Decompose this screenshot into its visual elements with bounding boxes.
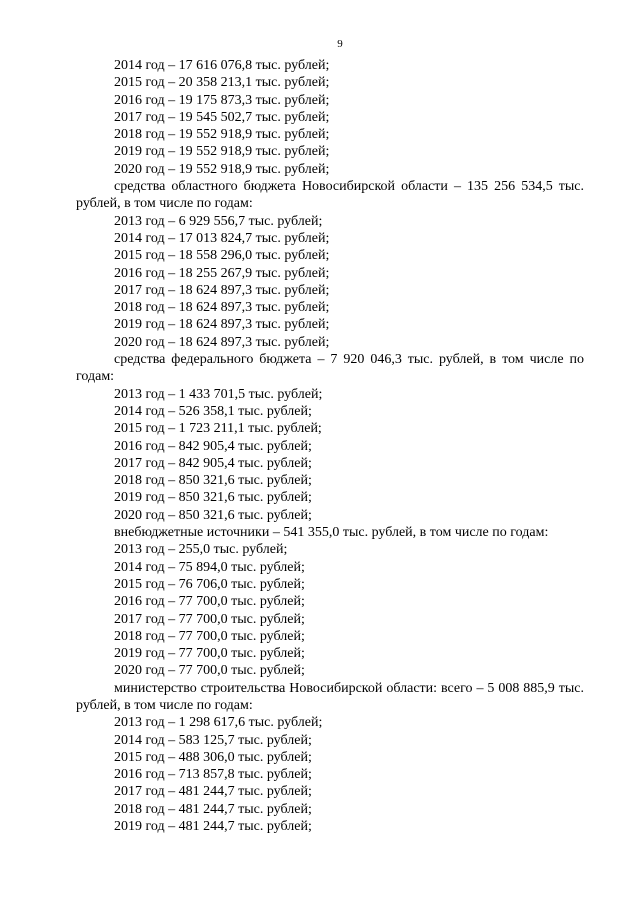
text-line: 2013 год – 1 433 701,5 тыс. рублей; [114, 386, 323, 402]
text-line: 2016 год – 77 700,0 тыс. рублей; [114, 594, 305, 610]
text-line: 2018 год – 18 624 897,3 тыс. рублей; [114, 300, 330, 316]
text-line: 2020 год – 18 624 897,3 тыс. рублей; [114, 334, 330, 350]
text-line: 2016 год – 842 905,4 тыс. рублей; [114, 438, 312, 454]
text-line: 2015 год – 1 723 211,1 тыс. рублей; [114, 421, 322, 437]
text-line: 2019 год – 481 244,7 тыс. рублей; [114, 819, 312, 835]
text-line: 2015 год – 20 358 213,1 тыс. рублей; [114, 75, 330, 91]
paragraph: средства областного бюджета Новосибирской области – 135 256 534,5 тыс. рублей, в том числе по годам: [76, 179, 584, 212]
text-line: 2018 год – 19 552 918,9 тыс. рублей; [114, 127, 330, 143]
text-line: 2018 год – 481 244,7 тыс. рублей; [114, 801, 312, 817]
text-line: 2020 год – 77 700,0 тыс. рублей; [114, 663, 305, 679]
text-line: 2013 год – 255,0 тыс. рублей; [114, 542, 288, 558]
text-line: 2013 год – 6 929 556,7 тыс. рублей; [114, 213, 323, 229]
text-line: 2019 год – 850 321,6 тыс. рублей; [114, 490, 312, 506]
text-line: 2014 год – 17 616 076,8 тыс. рублей; [114, 58, 330, 73]
text-line: 2016 год – 19 175 873,3 тыс. рублей; [114, 92, 330, 108]
text-line: 2015 год – 488 306,0 тыс. рублей; [114, 749, 312, 765]
text-line: 2017 год – 842 905,4 тыс. рублей; [114, 455, 312, 471]
text-line: 2013 год – 1 298 617,6 тыс. рублей; [114, 715, 323, 731]
document-body [76, 57, 584, 835]
text-line: 2017 год – 77 700,0 тыс. рублей; [114, 611, 305, 627]
text-line: 2020 год – 19 552 918,9 тыс. рублей; [114, 161, 330, 177]
text-line: 2018 год – 850 321,6 тыс. рублей; [114, 473, 312, 489]
text-line: 2019 год – 77 700,0 тыс. рублей; [114, 646, 305, 662]
text-line: 2017 год – 18 624 897,3 тыс. рублей; [114, 282, 330, 298]
text-line: 2020 год – 850 321,6 тыс. рублей; [114, 507, 312, 523]
text-line: 2015 год – 18 558 296,0 тыс. рублей; [114, 248, 330, 264]
text-line: 2017 год – 481 244,7 тыс. рублей; [114, 784, 312, 800]
text-line: 2016 год – 18 255 267,9 тыс. рублей; [114, 265, 330, 281]
text-line: 2015 год – 76 706,0 тыс. рублей; [114, 576, 305, 592]
text-line: 2016 год – 713 857,8 тыс. рублей; [114, 767, 312, 783]
text-line: 2017 год – 19 545 502,7 тыс. рублей; [114, 109, 330, 125]
text-line: 2014 год – 75 894,0 тыс. рублей; [114, 559, 305, 575]
text-line: внебюджетные источники – 541 355,0 тыс. рублей, в том числе по годам: [114, 525, 549, 541]
text-line: 2018 год – 77 700,0 тыс. рублей; [114, 628, 305, 644]
text-line: 2014 год – 17 013 824,7 тыс. рублей; [114, 230, 330, 246]
page-number: 9 [337, 38, 343, 50]
text-line: 2019 год – 18 624 897,3 тыс. рублей; [114, 317, 330, 333]
text-line: 2019 год – 19 552 918,9 тыс. рублей; [114, 144, 330, 160]
text-line: 2014 год – 583 125,7 тыс. рублей; [114, 732, 312, 748]
paragraph: министерство строительства Новосибирской области: всего – 5 008 885,9 тыс. рублей, в том числе по годам: [76, 680, 584, 713]
paragraph: средства федерального бюджета – 7 920 046,3 тыс. рублей, в том числе по годам: [76, 352, 584, 385]
text-line: 2014 год – 526 358,1 тыс. рублей; [114, 403, 312, 419]
